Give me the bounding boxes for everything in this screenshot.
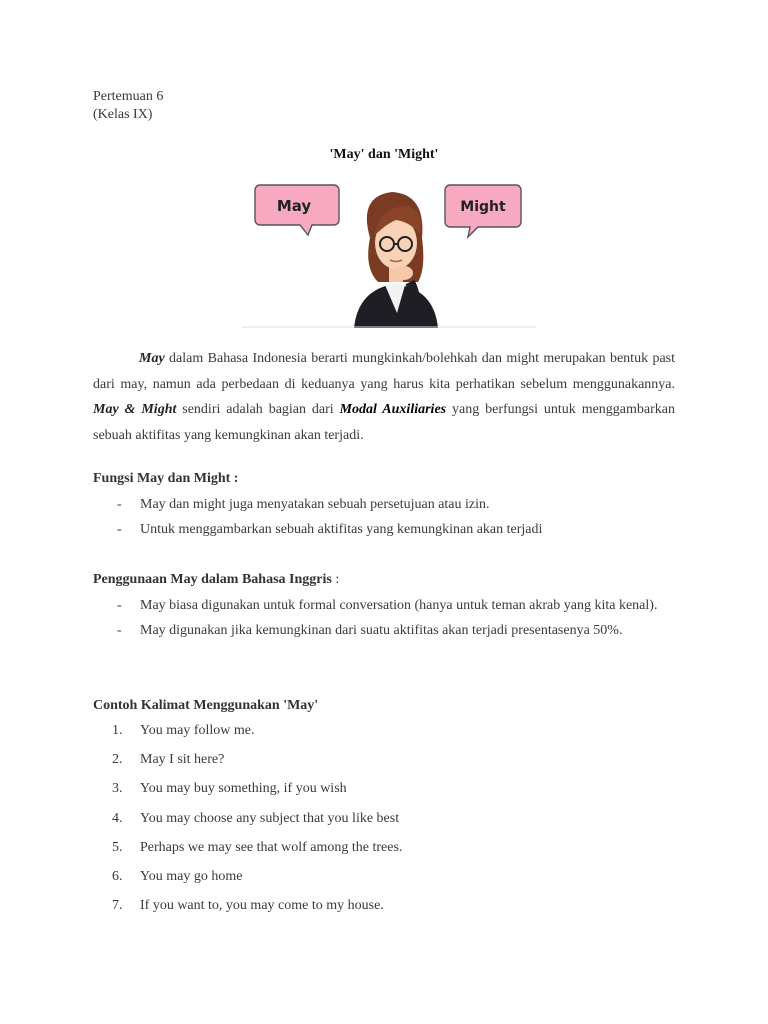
list-item: - May dan might juga menyatakan sebuah persetujuan atau izin. [117,497,490,512]
word-modal-auxiliaries: Modal Auxiliaries [339,402,447,417]
intro-paragraph [93,346,675,448]
list-item: 1. You may follow me. [112,723,255,738]
bubble-may-text: May [276,197,312,215]
list-item: 4. You may choose any subject that you like best [112,810,400,826]
word-may-might: May & Might [93,402,177,417]
thinking-woman-icon [242,178,536,328]
word-may: May [139,351,165,366]
penggunaan-heading: Penggunaan May dalam Bahasa Inggris : [93,572,340,587]
contoh-list [93,722,683,926]
list-item: 2. May I sit here? [112,752,225,768]
list-item: 3. You may buy something, if you wish [112,781,347,797]
intro-text-1: dalam Bahasa Indonesia berarti mungkinkah/bolehkah dan might merupakan bentuk past dari may, namun ada perbedaan di keduanya yang harus kita perhatikan sebelum menggunakannya. [93,351,675,392]
list-item: 7. If you want to, you may come to my house. [112,898,384,914]
list-item: 5. Perhaps we may see that wolf among the trees. [112,839,403,855]
fungsi-list [93,492,683,542]
intro-text-2: sendiri adalah bagian dari [176,402,340,417]
thinking-woman-illustration [242,178,536,328]
page-title: 'May' dan 'Might' [329,147,439,162]
list-item: - May digunakan jika kemungkinan dari suatu aktifitas akan terjadi presentasenya 50%. [117,623,623,638]
bubble-might-text: Might [460,199,506,215]
list-item: 6. You may go home [112,868,243,884]
penggunaan-list [93,593,683,643]
list-item: - May biasa digunakan untuk formal conversation (hanya untuk teman akrab yang kita kenal). [117,598,658,613]
class-label: (Kelas IX) [93,107,153,122]
meeting-label: Pertemuan 6 [93,89,164,104]
woman-figure [354,192,438,328]
intro-text-3: yang berfungsi untuk menggambarkan sebuah aktifitas yang kemungkinan akan terjadi. [93,402,675,443]
speech-bubble-left [255,185,339,235]
speech-bubble-right [445,185,521,237]
contoh-heading: Contoh Kalimat Menggunakan 'May' [93,698,319,713]
list-item: - Untuk menggambarkan sebuah aktifitas yang kemungkinan akan terjadi [117,522,543,537]
fungsi-heading: Fungsi May dan Might : [93,471,239,486]
